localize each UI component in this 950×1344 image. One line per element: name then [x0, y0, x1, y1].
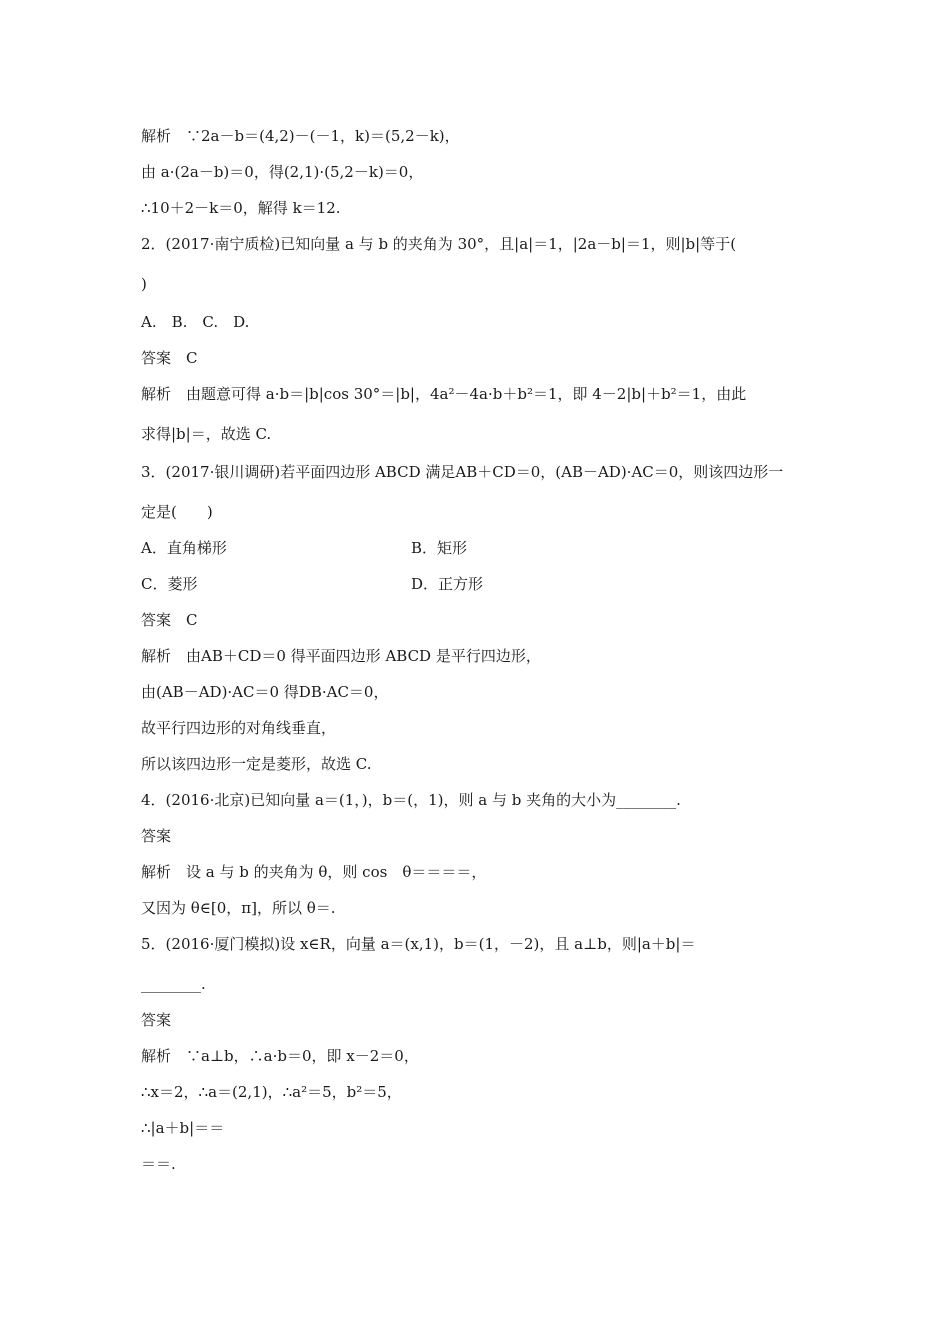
text-line: 由 a·(2a－b)＝0，得(2,1)·(5,2－k)＝0， — [141, 163, 424, 181]
text-line: 解析 ∵2a－b＝(4,2)－(－1，k)＝(5,2－k)， — [141, 127, 460, 145]
text-line: ________. — [141, 975, 206, 993]
question-5-text: 5．(2016·厦门模拟)设 x∈R，向量 a＝(x,1)，b＝(1，－2)，且 a⊥b，则|a＋b|＝ — [141, 935, 696, 953]
text-line: ∴10＋2－k＝0，解得 k＝12. — [141, 199, 341, 217]
text-line: 所以该四边形一定是菱形，故选 C. — [141, 755, 372, 773]
question-2-options: A. B. C. D. — [141, 313, 250, 331]
question-3-text: 3．(2017·银川调研)若平面四边形 ABCD 满足AB＋CD＝0，(AB－AD)·AC＝0，则该四边形一 — [141, 463, 784, 481]
option-a: A．直角梯形 — [141, 539, 227, 557]
text-line: 解析 ∵a⊥b，∴a·b＝0，即 x－2＝0， — [141, 1047, 419, 1065]
option-b: B．矩形 — [411, 539, 468, 557]
answer-line: 答案 C — [141, 611, 198, 629]
text-line: 解析 由AB＋CD＝0 得平面四边形 ABCD 是平行四边形， — [141, 647, 541, 665]
text-line: ∴x＝2，∴a＝(2,1)，∴a²＝5，b²＝5， — [141, 1083, 402, 1101]
text-line: 定是( ) — [141, 503, 213, 521]
text-line: 解析 设 a 与 b 的夹角为 θ，则 cos θ＝＝＝＝， — [141, 863, 487, 881]
text-line: ) — [141, 275, 147, 293]
text-line: 又因为 θ∈[0，π]，所以 θ＝. — [141, 899, 336, 917]
text-line: 解析 由题意可得 a·b＝|b|cos 30°＝|b|，4a²－4a·b＋b²＝1，即 4－2|b|＋b²＝1，由此 — [141, 385, 747, 403]
option-c: C．菱形 — [141, 575, 198, 593]
question-2-text: 2．(2017·南宁质检)已知向量 a 与 b 的夹角为 30°，且|a|＝1，|2a－b|＝1，则|b|等于( — [141, 235, 737, 253]
answer-line: 答案 — [141, 827, 172, 845]
question-3-options-row-2 — [141, 574, 821, 594]
text-line: ∴|a＋b|＝＝ — [141, 1119, 225, 1137]
text-line: ＝＝. — [141, 1155, 176, 1173]
question-4-text: 4．(2016·北京)已知向量 a＝(1，)，b＝(，1)，则 a 与 b 夹角的大小为________. — [141, 791, 681, 809]
text-line: 由(AB－AD)·AC＝0 得DB·AC＝0， — [141, 683, 389, 701]
text-line: 求得|b|＝，故选 C. — [141, 425, 272, 443]
question-3-options-row-1 — [141, 538, 821, 558]
option-d: D．正方形 — [411, 575, 484, 593]
answer-line: 答案 — [141, 1011, 172, 1029]
text-line: 故平行四边形的对角线垂直， — [141, 719, 337, 737]
answer-line: 答案 C — [141, 349, 198, 367]
